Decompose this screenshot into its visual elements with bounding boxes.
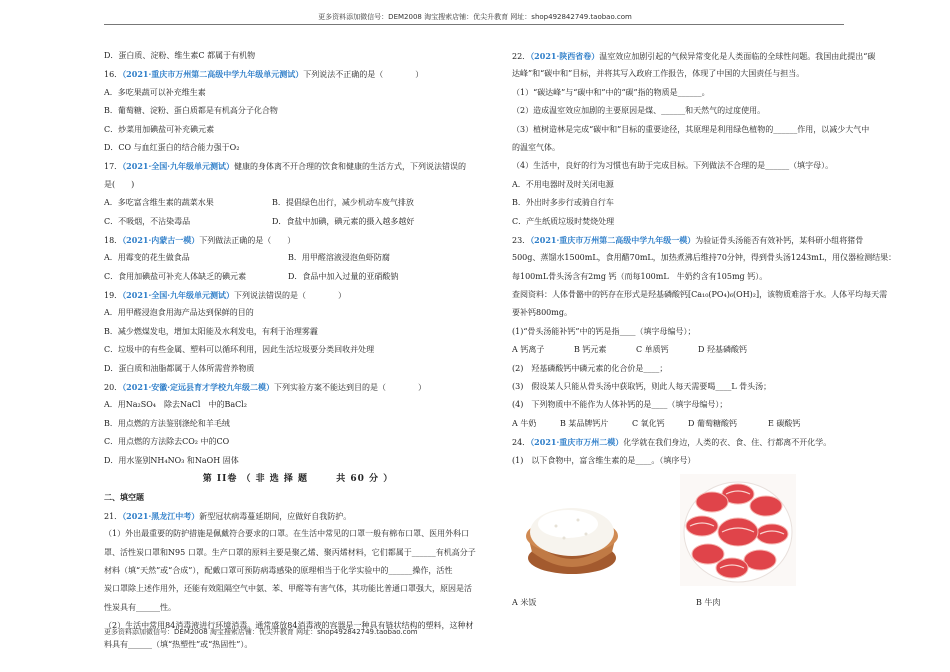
q23-opt2-b: B 某品牌钙片 (560, 418, 609, 428)
q23-opt2-c: C 氧化钙 (632, 418, 665, 428)
q21-stem (104, 507, 492, 525)
q18-text: 下列做法正确的是（ ） (199, 235, 296, 245)
q20-option-a: A．用Na₂SO₄ 除去NaCl 中的BaCl₂ (104, 400, 247, 410)
q23-line-3: 查阅资料：人体骨骼中的钙存在形式是羟基磷酸钙[Ca₁₀(PO₄)₆(OH)₂]，该物质难溶于水。人体平均每天需 (512, 290, 888, 300)
q16-option-a: A．多吃果蔬可以补充维生素 (104, 87, 206, 97)
q18-option-d: D．食品中加入过量的亚硝酸钠 (288, 271, 399, 281)
q21-number: 21． (104, 511, 123, 521)
q23-line-4: 要补钙800mg。 (512, 308, 572, 318)
q20-source: （2021·安徽·定远县育才学校九年级二模） (122, 382, 275, 393)
q16-number: 16． (104, 70, 123, 80)
q18-source: （2021·内蒙古一模） (122, 234, 200, 245)
q23-part-4-options (512, 415, 850, 433)
q17-source: （2021·全国·九年级单元测试） (122, 161, 235, 172)
q16-option-c: C．炒菜用加碘盐可补充碘元素 (104, 124, 215, 134)
q18-options-ab (104, 249, 492, 267)
q23-part-2: (2) 羟基磷酸钙中磷元素的化合价是____； (512, 363, 668, 373)
food-label-b: B 牛肉 (696, 597, 721, 607)
q23-opt-c: C 单质钙 (636, 345, 669, 355)
q19-number: 19． (104, 291, 123, 301)
q21-line-6: （2）生活中常用84消毒液进行环境消毒。通常盛放84消毒液的容器是一种具有链状结构的塑料，这种材 (104, 621, 474, 631)
q17-option-c: C．不吸烟，不沾染毒品 (104, 216, 191, 226)
q20-option-d: D．用水鉴别NH₄NO₃ 和NaOH 固体 (104, 455, 239, 465)
q17-stem-cont: 是( ) (104, 179, 135, 189)
section-title: 第 II卷 （ 非 选 择 题 共 60 分 ） (202, 473, 394, 484)
q23-stem (512, 231, 864, 249)
q20-stem (104, 378, 492, 396)
q22-line-2: （1）“碳达峰”与“碳中和”中的“碳”指的物质是______。 (512, 87, 710, 97)
left-column (104, 47, 492, 654)
q23-part-1-options (512, 341, 850, 359)
rice-bowl-image (516, 486, 628, 578)
q16-source: （2021·重庆市万州第二高级中学九年级单元测试） (122, 69, 304, 80)
q17-option-a: A．多吃富含维生素的蔬菜水果 (104, 198, 214, 208)
q21-line-1: （1）外出最重要的防护措施是佩戴符合要求的口罩。在生活中常见的口罩一般有棉布口罩、医用外科口 (104, 529, 470, 539)
q21-line-3: 材料（填“天然”或“合成”），配戴口罩可预防病毒感染的原理相当于化学实验中的______操作，活性 (104, 565, 453, 575)
food-images (512, 474, 850, 590)
q23-line-2: 每100mL骨头汤含有2mg 钙（而每100mL 牛奶约含有105mg 钙）。 (512, 271, 768, 281)
q23-opt-a: A 钙离子 (512, 345, 545, 355)
q23-number: 23． (512, 235, 531, 245)
q18-option-b: B．用甲醛溶液浸泡鱼虾防腐 (288, 253, 390, 263)
q22-line-5: 的温室气体。 (512, 142, 560, 152)
q20-text: 下列实验方案不能达到目的是（ ） (274, 383, 427, 393)
q22-line-1: 达峰”和“碳中和”目标，并将其写入政府工作报告，体现了中国的大国责任与担当。 (512, 69, 805, 79)
page-header: 更多资料添加微信号：DEM2008 淘宝搜索店铺：优尖升教育 网址：shop492842749.taobao.com (318, 13, 632, 21)
q23-source: （2021·重庆市万州第二高级中学九年级一模） (530, 234, 696, 245)
q22-text: 温室效应加剧引起的气候异常变化是人类面临的全球性问题。我国由此提出“碳 (599, 52, 876, 61)
q19-option-a: A．用甲醛浸泡食用海产品达到保鲜的目的 (104, 308, 254, 318)
q24-stem (512, 433, 850, 451)
q16-text: 下列说法不正确的是（ ） (303, 70, 424, 80)
q19-option-b: B．减少燃煤发电，增加太阳能及水利发电，有利于治理雾霾 (104, 326, 318, 336)
q23-part-1: (1)“骨头汤能补钙”中的钙是指____（填字母编号）； (512, 326, 696, 336)
q22-number: 22． (512, 52, 531, 61)
q21-line-7: 料具有______（填“热塑性”或“热固性”）。 (104, 639, 253, 649)
q23-line-1: 500g、蒸馏水1500mL，食用醋70mL，加热煮沸后维持70分钟，得到骨头汤1243mL，用仪器检测结果： (512, 253, 897, 263)
q21-line-5: 性炭具有______性。 (104, 602, 176, 612)
q21-line-2: 罩、活性炭口罩和N95 口罩。生产口罩的原料主要是聚乙烯、聚丙烯材料，它们都属于______有机高分子 (104, 547, 476, 557)
q18-options-cd (104, 268, 492, 286)
q16-stem (104, 65, 492, 83)
q22-line-3: （2）造成温室效应加剧的主要原因是煤、______和天然气的过度使用。 (512, 106, 766, 116)
q20-option-c: C．用点燃的方法除去CO₂ 中的CO (104, 437, 230, 447)
q22-line-4: （3）植树造林是完成“碳中和”目标的重要途径，其原理是利用绿色植物的______作用，以减少大气中 (512, 124, 870, 134)
q16-option-b: B．葡萄糖、淀粉、蛋白质都是有机高分子化合物 (104, 106, 278, 116)
q19-option-d: D．蛋白质和油脂都属于人体所需营养物质 (104, 363, 255, 373)
fill-section-heading: 二、填空题 (104, 492, 144, 503)
q17-option-d: D．食盐中加碘，碘元素的摄入越多越好 (272, 216, 415, 226)
q17-options-ab (104, 194, 492, 212)
q23-text: 为验证骨头汤能否有效补钙，某科研小组将猪骨 (695, 235, 864, 245)
right-column (512, 47, 897, 612)
q21-source: （2021·黑龙江中考） (122, 510, 200, 521)
q17-number: 17． (104, 162, 123, 172)
q18-option-a: A．用霉变的花生做食品 (104, 253, 190, 263)
q23-opt-b: B 钙元素 (574, 345, 607, 355)
q24-source: （2021·重庆市万州二模） (530, 437, 624, 448)
q18-option-c: C．食用加碘盐可补充人体缺乏的碘元素 (104, 271, 247, 281)
q22-option-c: C．产生纸质垃圾时焚烧处理 (512, 216, 615, 226)
q24-text: 化学就在我们身边，人类的衣、食、住、行都离不开化学。 (623, 438, 832, 448)
page-footer: 更多资料添加微信号：DEM2008 淘宝搜索店铺：优尖升教育 网址：shop492842749.taobao.com (104, 628, 418, 636)
q17-text: 健康的身体离不开合理的饮食和健康的生活方式，下列说法错误的 (234, 162, 467, 172)
q20-option-b: B．用点燃的方法鉴别涤纶和羊毛绒 (104, 418, 230, 428)
q23-part-4: (4) 下列物质中不能作为人体补钙的是____（填字母编号）； (512, 400, 728, 410)
q23-opt2-d: D 葡萄糖酸钙 (688, 418, 737, 428)
q17-option-b: B．提倡绿色出行，减少机动车废气排放 (272, 198, 414, 208)
q22-option-b: B．外出时多步行或骑自行车 (512, 198, 614, 208)
q23-opt2-a: A 牛奶 (512, 418, 537, 428)
q24-number: 24． (512, 438, 531, 448)
q23-part-3: (3) 假设某人只能从骨头汤中获取钙，则此人每天需要喝____L 骨头汤； (512, 382, 772, 392)
q22-source: （2021·陕西省卷） (530, 51, 600, 61)
q19-source: （2021·全国·九年级单元测试） (122, 290, 235, 301)
q23-opt2-e: E 碳酸钙 (768, 418, 801, 428)
beef-plate-image (680, 474, 796, 586)
q18-number: 18． (104, 235, 123, 245)
q19-option-c: C．垃圾中的有些金属、塑料可以循环利用，因此生活垃圾要分类回收并处理 (104, 345, 375, 355)
q18-stem (104, 231, 492, 249)
q17-stem (104, 157, 492, 175)
q22-option-a: A．不用电器时及时关闭电源 (512, 179, 614, 189)
q21-text: 新型冠状病毒蔓延期间，应做好自我防护。 (199, 511, 352, 521)
q24-part-1: (1) 以下食物中，富含维生素的是____。（填序号） (512, 455, 696, 465)
q15-option-d: D．蛋白质、淀粉、维生素C 都属于有机物 (104, 51, 256, 60)
food-labels (512, 594, 850, 612)
q16-option-d: D．CO 与血红蛋白的结合能力强于O₂ (104, 142, 240, 152)
q21-line-4: 炭口罩除上述作用外，还能有效阻隔空气中氨、苯、甲醛等有害气体，其功能比普通口罩强大，原因是活 (104, 584, 472, 594)
q22-stem (512, 47, 876, 65)
q20-number: 20． (104, 383, 123, 393)
q17-options-cd (104, 213, 492, 231)
food-label-a: A 米饭 (512, 597, 537, 607)
header-rule (104, 24, 844, 25)
q19-text: 下列说法错误的是（ ） (234, 291, 347, 301)
q19-stem (104, 286, 492, 304)
q22-line-6: （4）生活中，良好的行为习惯也有助于完成目标。下列做法不合理的是______（填字母）。 (512, 161, 834, 171)
q23-opt-d: D 羟基磷酸钙 (698, 345, 747, 355)
